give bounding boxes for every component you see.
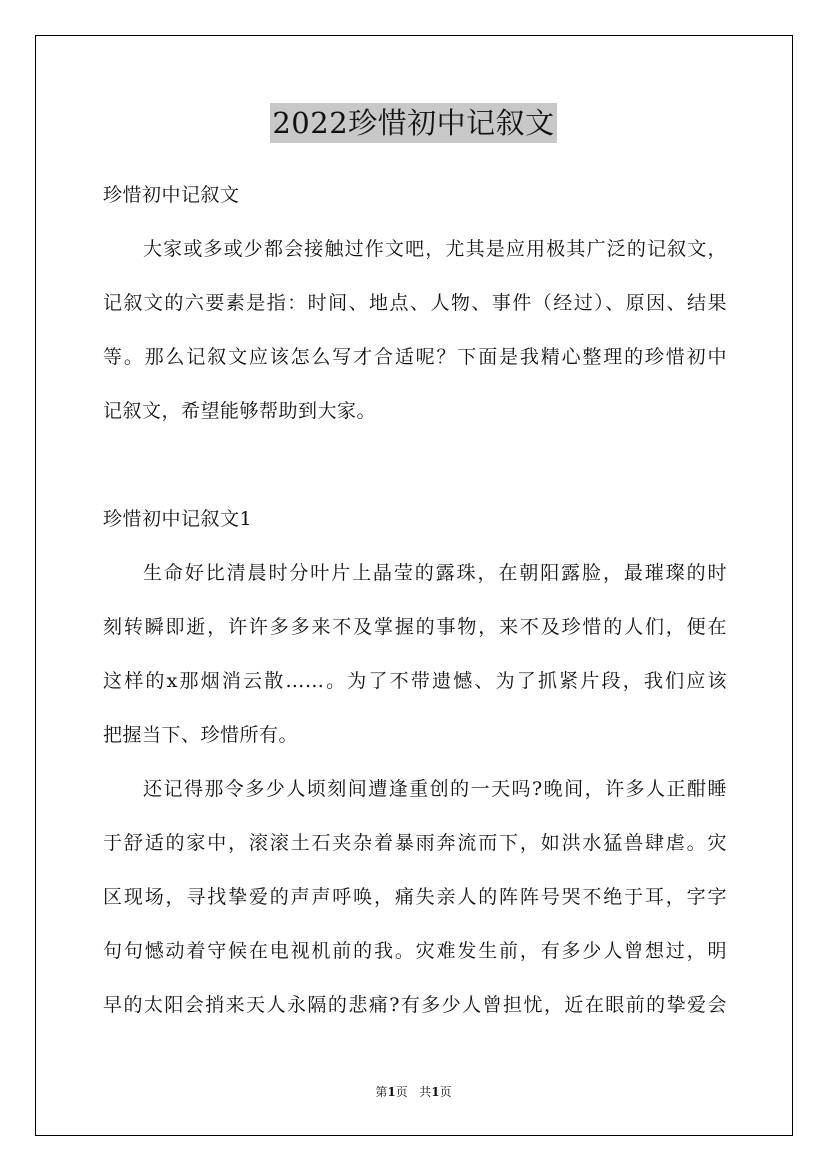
essay-paragraph-2 (103, 762, 727, 1032)
essay-heading: 珍惜初中记叙文1 (103, 508, 253, 530)
total-prefix: 共 (419, 1085, 432, 1099)
intro-paragraph (103, 222, 727, 438)
paragraph-line: 记叙文，希望能够帮助到大家。 (103, 400, 377, 422)
document-title (0, 103, 827, 143)
total-suffix: 页 (439, 1085, 452, 1099)
essay-paragraph-1 (103, 546, 727, 762)
total-pages: 1 (431, 1085, 440, 1099)
paragraph-line: 刻转瞬即逝，许许多多来不及掌握的事物，来不及珍惜的人们，便在 (103, 616, 727, 638)
page-footer (0, 1083, 827, 1101)
paragraph-line: 于舒适的家中，滚滚土石夹杂着暴雨奔流而下，如洪水猛兽肆虐。灾 (103, 832, 727, 854)
paragraph-line: 区现场，寻找挚爱的声声呼唤，痛失亲人的阵阵号哭不绝于耳，字字 (103, 886, 727, 908)
document-title-text: 2022珍惜初中记叙文 (270, 103, 556, 143)
page-suffix: 页 (395, 1085, 408, 1099)
paragraph-line: 等。那么记叙文应该怎么写才合适呢？下面是我精心整理的珍惜初中 (103, 346, 727, 368)
paragraph-line: 大家或多或少都会接触过作文吧，尤其是应用极其广泛的记叙文， (143, 238, 727, 260)
paragraph-line: 生命好比清晨时分叶片上晶莹的露珠，在朝阳露脸，最璀璨的时 (143, 562, 727, 584)
paragraph-line: 还记得那令多少人顷刻间遭逢重创的一天吗?晚间，许多人正酣睡 (143, 778, 727, 800)
paragraph-line: 句句憾动着守候在电视机前的我。灾难发生前，有多少人曾想过，明 (103, 940, 727, 962)
page-number: 1 (387, 1085, 396, 1099)
blank-line (103, 438, 727, 492)
paragraph-line: 记叙文的六要素是指：时间、地点、人物、事件（经过）、原因、结果 (103, 292, 727, 314)
paragraph-line: 早的太阳会捎来天人永隔的悲痛?有多少人曾担忧，近在眼前的挚爱会 (103, 994, 727, 1016)
page-prefix: 第 (375, 1085, 388, 1099)
intro-heading: 珍惜初中记叙文 (103, 184, 240, 206)
document-body (103, 168, 727, 1032)
paragraph-line: 这样的x那烟消云散……。为了不带遗憾、为了抓紧片段，我们应该 (103, 670, 727, 692)
paragraph-line: 把握当下、珍惜所有。 (103, 724, 299, 746)
